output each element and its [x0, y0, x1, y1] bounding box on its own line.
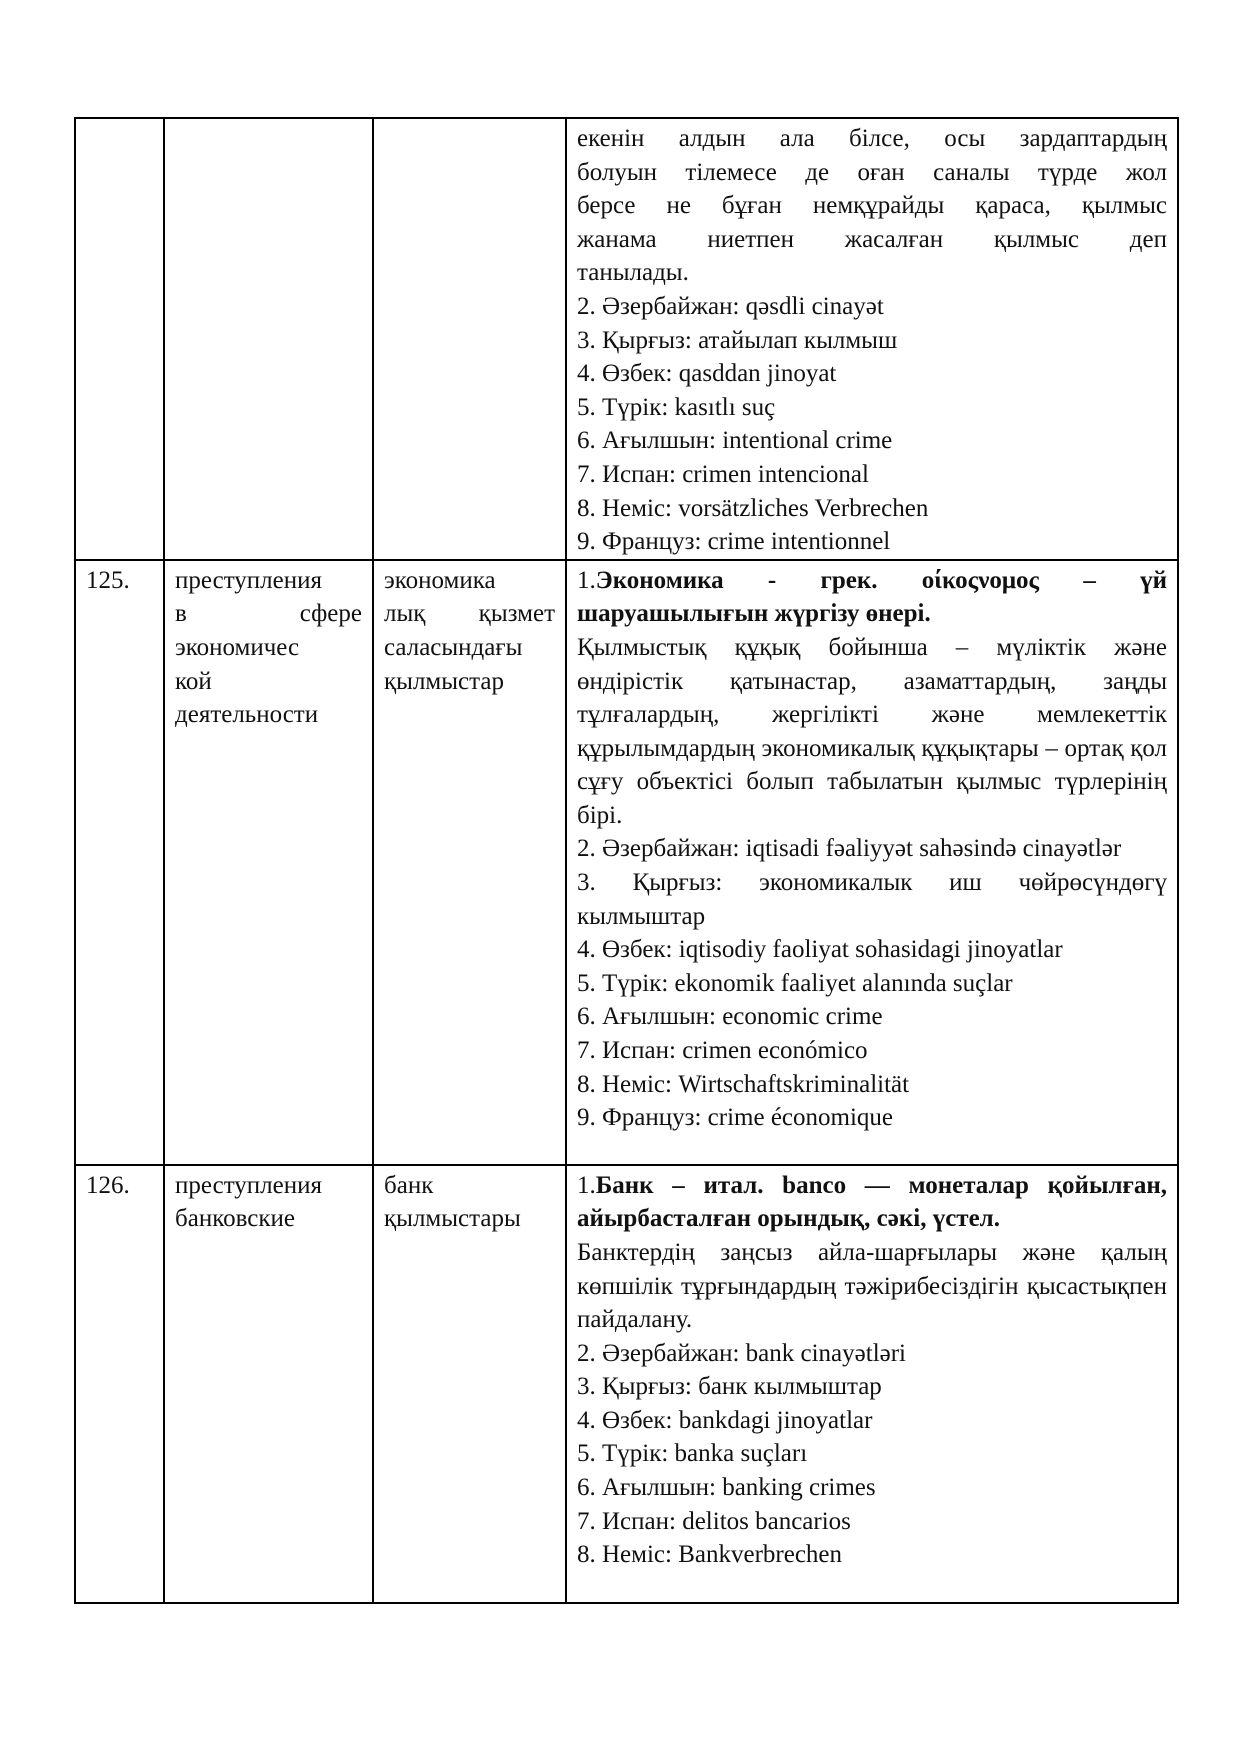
translation-line: 7. Испан: delitos bancarios: [577, 1507, 851, 1535]
russian-term-cell: [164, 1165, 373, 1603]
definition-cell: [566, 1165, 1178, 1603]
row-number-cell: [75, 118, 164, 560]
translation-line: 6. Ағылшын: intentional crime: [577, 427, 893, 455]
row-number-cell: 126.: [75, 1165, 164, 1603]
translation-line: 5. Түрік: ekonomik faaliyet alanında suçlar: [577, 969, 1013, 997]
translation-line: 3. Қырғыз: атайылап кылмыш: [577, 326, 898, 354]
russian-term-cell: [164, 118, 373, 560]
definition-line: болуын тілемесе де оған саналы түрде жол: [577, 158, 1167, 186]
kazakh-term-line: экономика: [384, 566, 496, 594]
kazakh-term-cell: [373, 1165, 566, 1603]
terminology-table: [74, 117, 1179, 1604]
kazakh-term-line: банк: [384, 1171, 434, 1199]
russian-term-line: преступления: [175, 566, 322, 594]
translation-line: 5. Түрік: kasıtlı suç: [577, 393, 776, 421]
kazakh-term-line: қылмыстары: [384, 1205, 521, 1233]
translation-line: 3. Қырғыз: экономикалык иш чөйрөсүндөгү кылмыштар: [577, 869, 1167, 930]
definition-text: Қылмыстық құқық бойынша – мүліктік және өндірістік қатынастар, азаматтардың, заңды тұлғалардың, жергілікті және мемлекеттік құрылымдардың экономикалық құқықтары – ортақ қол сұғу объектісі болып табылатын қылмыс түрлерінің бірі.: [577, 633, 1167, 829]
kazakh-term-cell: [373, 118, 566, 560]
definition-line: танылады.: [577, 259, 689, 287]
russian-term-line: преступления: [175, 1171, 322, 1199]
definition-line: жанама ниетпен жасалған қылмыс деп: [577, 225, 1167, 253]
row-number-cell: 125.: [75, 560, 164, 1165]
kazakh-term-cell: [373, 560, 566, 1165]
translation-line: 3. Қырғыз: банк кылмыштар: [577, 1373, 882, 1401]
translation-line: 8. Неміс: Wirtschaftskriminalität: [577, 1070, 910, 1098]
definition-cell: [566, 118, 1178, 560]
translation-line: 9. Француз: crime économique: [577, 1104, 894, 1132]
definition-heading: 1.Экономика - грек. οίκοςνομος – үй: [577, 566, 1167, 594]
definition-text: Банктердің заңсыз айла-шарғылары және қалың көпшілік тұрғындардың тәжірибесіздігін қысастықпен пайдалану.: [577, 1238, 1167, 1334]
russian-term-line: деятельности: [175, 701, 319, 729]
russian-term-line: кой: [175, 667, 212, 695]
russian-term-line: экономичес: [175, 633, 300, 661]
definition-cell: [566, 560, 1178, 1165]
kazakh-term-line: қылмыстар: [384, 667, 504, 695]
russian-term-line: банковские: [175, 1205, 295, 1233]
translation-line: 4. Өзбек: qasddan jinoyat: [577, 360, 837, 388]
translation-line: 8. Неміс: vorsätzliches Verbrechen: [577, 494, 929, 522]
kazakh-term-line: саласындағы: [384, 633, 523, 661]
translation-line: 4. Өзбек: bankdagi jinoyatlar: [577, 1406, 873, 1434]
translation-line: 2. Әзербайжан: qəsdli cinayət: [577, 292, 884, 320]
table-row: [75, 118, 1178, 560]
translation-line: 2. Әзербайжан: bank cinayətləri: [577, 1339, 907, 1367]
translation-line: 7. Испан: crimen económico: [577, 1037, 868, 1065]
table-row: [75, 1165, 1178, 1603]
translation-line: 6. Ағылшын: banking crimes: [577, 1474, 876, 1502]
translation-line: 6. Ағылшын: economic crime: [577, 1003, 883, 1031]
definition-line: екенін алдын ала білсе, осы зардаптардың: [577, 125, 1167, 152]
translation-line: 9. Француз: crime intentionnel: [577, 528, 891, 556]
translation-line: 5. Түрік: banka suçları: [577, 1440, 808, 1468]
translation-line: 4. Өзбек: iqtisodiy faoliyat sohasidagi jinoyatlar: [577, 936, 1063, 964]
translation-line: 8. Неміс: Bankverbrechen: [577, 1541, 843, 1569]
definition-line: берсе не бұған немқұрайды қараса, қылмыс: [577, 192, 1167, 220]
definition-heading: 1.Банк – итал. banco — монеталар қойылған, айырбасталған орындық, сәкі, үстел.: [577, 1171, 1167, 1233]
translation-line: 7. Испан: crimen intencional: [577, 460, 869, 488]
translation-line: 2. Әзербайжан: iqtisadi fəaliyyət sahəsində cinayətlər: [577, 835, 1122, 863]
russian-term-cell: [164, 560, 373, 1165]
table-row: [75, 560, 1178, 1165]
kazakh-term-line: лық қызмет: [384, 600, 555, 628]
definition-heading: шаруашылығын жүргізу өнері.: [577, 600, 931, 628]
russian-term-line: в сфере: [175, 600, 362, 628]
